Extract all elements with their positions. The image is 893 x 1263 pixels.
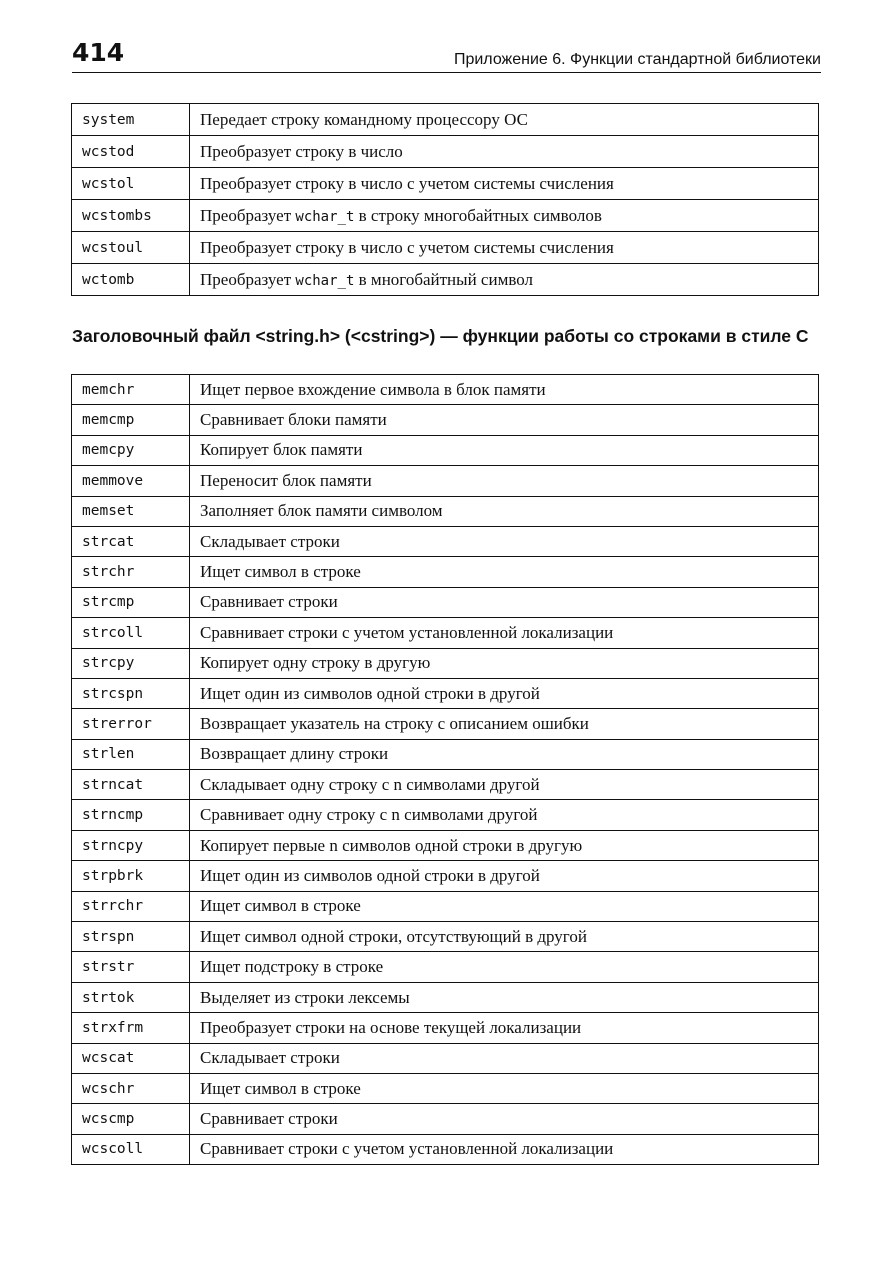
function-description: Складывает строки — [190, 526, 819, 556]
function-name: system — [72, 104, 190, 136]
table-row — [72, 678, 819, 708]
function-name: strerror — [72, 709, 190, 739]
function-description: Сравнивает блоки памяти — [190, 405, 819, 435]
function-description: Сравнивает строки с учетом установленной локализации — [190, 618, 819, 648]
function-name: strcpy — [72, 648, 190, 678]
function-description: Преобразует строку в число с учетом системы счисления — [190, 232, 819, 264]
table-row — [72, 466, 819, 496]
function-description: Преобразует строку в число — [190, 136, 819, 168]
function-name: strspn — [72, 922, 190, 952]
header-rule — [72, 72, 821, 73]
function-name: memcpy — [72, 435, 190, 465]
table-row — [72, 496, 819, 526]
table-row — [72, 891, 819, 921]
running-header: Приложение 6. Функции стандартной библиотеки — [453, 51, 821, 68]
function-name: wcschr — [72, 1073, 190, 1103]
table-row — [72, 800, 819, 830]
table-row — [72, 375, 819, 405]
description-text: Преобразует — [200, 269, 296, 289]
function-name: strxfrm — [72, 1013, 190, 1043]
function-description: Заполняет блок памяти символом — [190, 496, 819, 526]
table-row — [72, 264, 819, 296]
function-name: wcstod — [72, 136, 190, 168]
table-row — [72, 435, 819, 465]
function-description: Копирует первые n символов одной строки в другую — [190, 830, 819, 860]
function-description: Ищет символ в строке — [190, 1073, 819, 1103]
description-text: в строку многобайтных символов — [354, 205, 602, 225]
function-name: strcmp — [72, 587, 190, 617]
section-heading: Заголовочный файл <string.h> (<cstring>) — функции работы со строками в стиле С — [72, 326, 809, 346]
function-name: strrchr — [72, 891, 190, 921]
function-description: Преобразует строки на основе текущей локализации — [190, 1013, 819, 1043]
function-name: strncpy — [72, 830, 190, 860]
function-name: strpbrk — [72, 861, 190, 891]
table-row — [72, 982, 819, 1012]
function-description: Сравнивает строки — [190, 1104, 819, 1134]
function-name: wcstoul — [72, 232, 190, 264]
description-text: в многобайтный символ — [354, 269, 533, 289]
function-description: Ищет символ одной строки, отсутствующий в другой — [190, 922, 819, 952]
function-description: Возвращает длину строки — [190, 739, 819, 769]
function-description: Ищет один из символов одной строки в другой — [190, 861, 819, 891]
table-row — [72, 200, 819, 232]
table-row — [72, 104, 819, 136]
type-name-code: wchar_t — [295, 272, 355, 289]
table-row — [72, 618, 819, 648]
function-description: Ищет один из символов одной строки в другой — [190, 678, 819, 708]
function-description: Переносит блок памяти — [190, 466, 819, 496]
function-name: strtok — [72, 982, 190, 1012]
table-row — [72, 1013, 819, 1043]
function-name: strcoll — [72, 618, 190, 648]
function-name: wcstol — [72, 168, 190, 200]
page-number: 414 — [72, 38, 125, 67]
function-name: memmove — [72, 466, 190, 496]
table-row — [72, 770, 819, 800]
description-text: Преобразует — [200, 205, 296, 225]
function-name: strncmp — [72, 800, 190, 830]
function-name: wcstombs — [72, 200, 190, 232]
function-name: strcat — [72, 526, 190, 556]
table-row — [72, 1073, 819, 1103]
function-description — [190, 200, 819, 232]
table-row — [72, 587, 819, 617]
function-description: Ищет первое вхождение символа в блок памяти — [190, 375, 819, 405]
function-name: memchr — [72, 375, 190, 405]
function-name: wctomb — [72, 264, 190, 296]
function-name: memset — [72, 496, 190, 526]
function-name: strstr — [72, 952, 190, 982]
table-row — [72, 168, 819, 200]
function-description: Ищет подстроку в строке — [190, 952, 819, 982]
table-row — [72, 709, 819, 739]
function-description: Преобразует строку в число с учетом системы счисления — [190, 168, 819, 200]
function-description: Складывает строки — [190, 1043, 819, 1073]
function-name: strchr — [72, 557, 190, 587]
function-description: Сравнивает одну строку с n символами другой — [190, 800, 819, 830]
function-name: strlen — [72, 739, 190, 769]
function-description: Сравнивает строки с учетом установленной локализации — [190, 1134, 819, 1164]
function-description: Возвращает указатель на строку с описанием ошибки — [190, 709, 819, 739]
function-description: Сравнивает строки — [190, 587, 819, 617]
table-row — [72, 830, 819, 860]
table-row — [72, 232, 819, 264]
function-description: Ищет символ в строке — [190, 557, 819, 587]
table-row — [72, 739, 819, 769]
function-description: Передает строку командному процессору ОС — [190, 104, 819, 136]
table-row — [72, 526, 819, 556]
function-description: Ищет символ в строке — [190, 891, 819, 921]
function-name: strcspn — [72, 678, 190, 708]
function-description: Выделяет из строки лексемы — [190, 982, 819, 1012]
table-row — [72, 1043, 819, 1073]
table-row — [72, 557, 819, 587]
table-row — [72, 952, 819, 982]
table-row — [72, 861, 819, 891]
type-name-code: wchar_t — [295, 208, 355, 225]
function-description: Копирует одну строку в другую — [190, 648, 819, 678]
table-row — [72, 648, 819, 678]
function-name: wcscat — [72, 1043, 190, 1073]
string-functions-table — [71, 374, 819, 1165]
function-description: Складывает одну строку с n символами другой — [190, 770, 819, 800]
table-row — [72, 405, 819, 435]
function-name: strncat — [72, 770, 190, 800]
table-row — [72, 922, 819, 952]
table-row — [72, 1134, 819, 1164]
function-description — [190, 264, 819, 296]
function-description: Копирует блок памяти — [190, 435, 819, 465]
function-name: wcscmp — [72, 1104, 190, 1134]
table-row — [72, 1104, 819, 1134]
function-name: wcscoll — [72, 1134, 190, 1164]
table-row — [72, 136, 819, 168]
functions-table-top — [71, 103, 819, 296]
function-name: memcmp — [72, 405, 190, 435]
